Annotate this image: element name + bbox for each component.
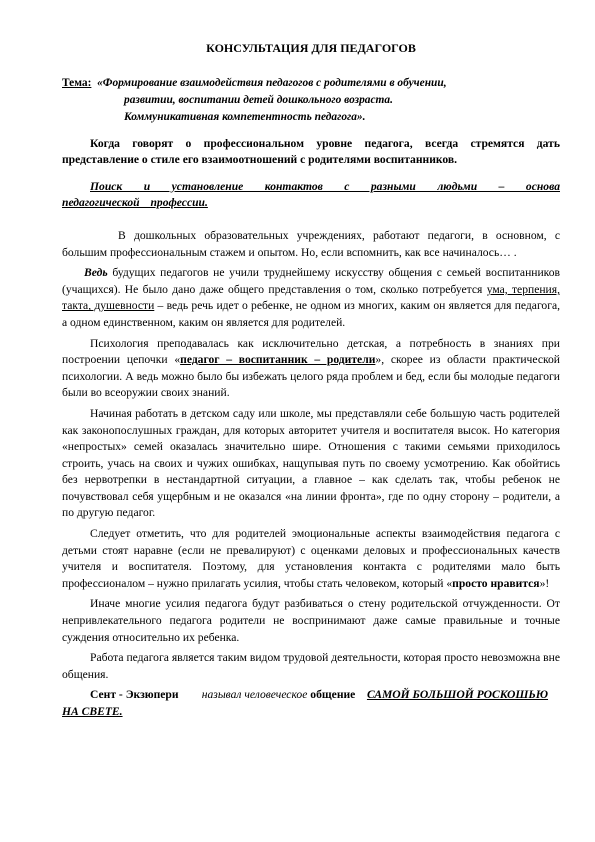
theme-label: Тема: [62, 76, 92, 89]
paragraph-4: Начиная работать в детском саду или школе, мы представляли себе большую часть родителей как законопослушных граждан, для которых авторитет учителя и воспитателя высок. Но категория «непростых» семей оказалась значительно шире. Отношения с такими семьями приходилось строить, учась на своих и чужих ошибках, нащупывая путь по своему усмотрению. Как обойтись без нервотрепки в нестандартной ситуации, а главное – как сделать так, чтобы ребенок не почувствовал себя ущербным и не оказался «на линии фронта», где по одну сторону – родители, а по другую педагог. [62, 406, 560, 520]
exupery-name: Сент - Экзюпери [90, 688, 179, 702]
paragraph-5 [62, 526, 560, 592]
paragraph-2-part-b: – ведь речь идет о ребенке, не одном из многих, каким он является для педагога, а одном единственном, каким он является для родителей. [62, 299, 561, 329]
section-heading: Поиск и установление контактов с разными людьми – основа педагогической профессии. [62, 179, 560, 210]
paragraph-8-quote: САМОЙ БОЛЬШОЙ РОСКОШЬЮ НА СВЕТЕ. [62, 688, 549, 718]
theme-line-1 [62, 75, 560, 92]
paragraph-5-part-b: »! [539, 576, 550, 590]
paragraph-1: В дошкольных образовательных учреждениях, работают педагоги, в основном, с большим профессиональным стажем и опытом. Но, если вспомнить, как все начиналось… . [62, 228, 560, 259]
paragraph-8 [62, 687, 560, 720]
theme-text-1: «Формирование взаимодействия педагогов с родителями в обучении, [97, 76, 447, 89]
paragraph-3-part-a: Психология преподавалась как исключительно детская, а потребность в знаниях при построении цепочки « [62, 336, 560, 367]
paragraph-5-part-a: Следует отметить, что для родителей эмоциональные аспекты взаимодействия педагога с детьми стоят наравне (если не превалируют) с оценками деловых и профессиональных качеств учителя и воспитателя. Поэтому, для установления контакта с родителями мало быть профессионалом – нужно прилагать усилия, чтобы стать человеком, который « [62, 527, 560, 590]
document-page [62, 40, 560, 725]
ved-word: Ведь [84, 266, 108, 280]
theme-block [62, 75, 560, 126]
paragraph-2 [62, 265, 560, 331]
paragraph-2-underlined: ума, терпения, такта, душевности [62, 282, 560, 313]
paragraph-8-italic: называл человеческое [201, 688, 308, 702]
paragraph-8-obshchenie: общение [310, 688, 356, 702]
theme-line-3: Коммуникативная компетентность педагога». [124, 110, 366, 123]
paragraph-3-chain: педагог – воспитанник – родители [180, 353, 376, 367]
paragraph-3 [62, 336, 560, 402]
intro-paragraph: Когда говорят о профессиональном уровне педагога, всегда стремятся дать представление о стиле его взаимоотношений с родителями воспитанников. [62, 136, 560, 167]
theme-line-2: развитии, воспитании детей дошкольного возраста. [124, 93, 393, 106]
paragraph-6: Иначе многие усилия педагога будут разбиваться о стену родительской отчужденности. От непривлекательного педагога родители не воспринимают даже самые правильные и точные суждения относительно их ребенка. [62, 597, 560, 644]
paragraph-3-part-b: », скорее из области практической психологии. А ведь можно было бы избежать целого ряда проблем и бед, если бы молодые педагоги были во всеоружии своих знаний. [62, 353, 561, 400]
paragraph-2-part-a: будущих педагогов не учили труднейшему искусству общения с семьей воспитанников (учащихся). Не было дано даже общего представления о том, сколько потребуется [62, 266, 560, 296]
paragraph-7: Работа педагога является таким видом трудовой деятельности, которая просто невозможна вне общения. [62, 651, 560, 681]
paragraph-5-bold: просто нравится [452, 576, 540, 590]
page-title: КОНСУЛЬТАЦИЯ ДЛЯ ПЕДАГОГОВ [206, 41, 416, 55]
